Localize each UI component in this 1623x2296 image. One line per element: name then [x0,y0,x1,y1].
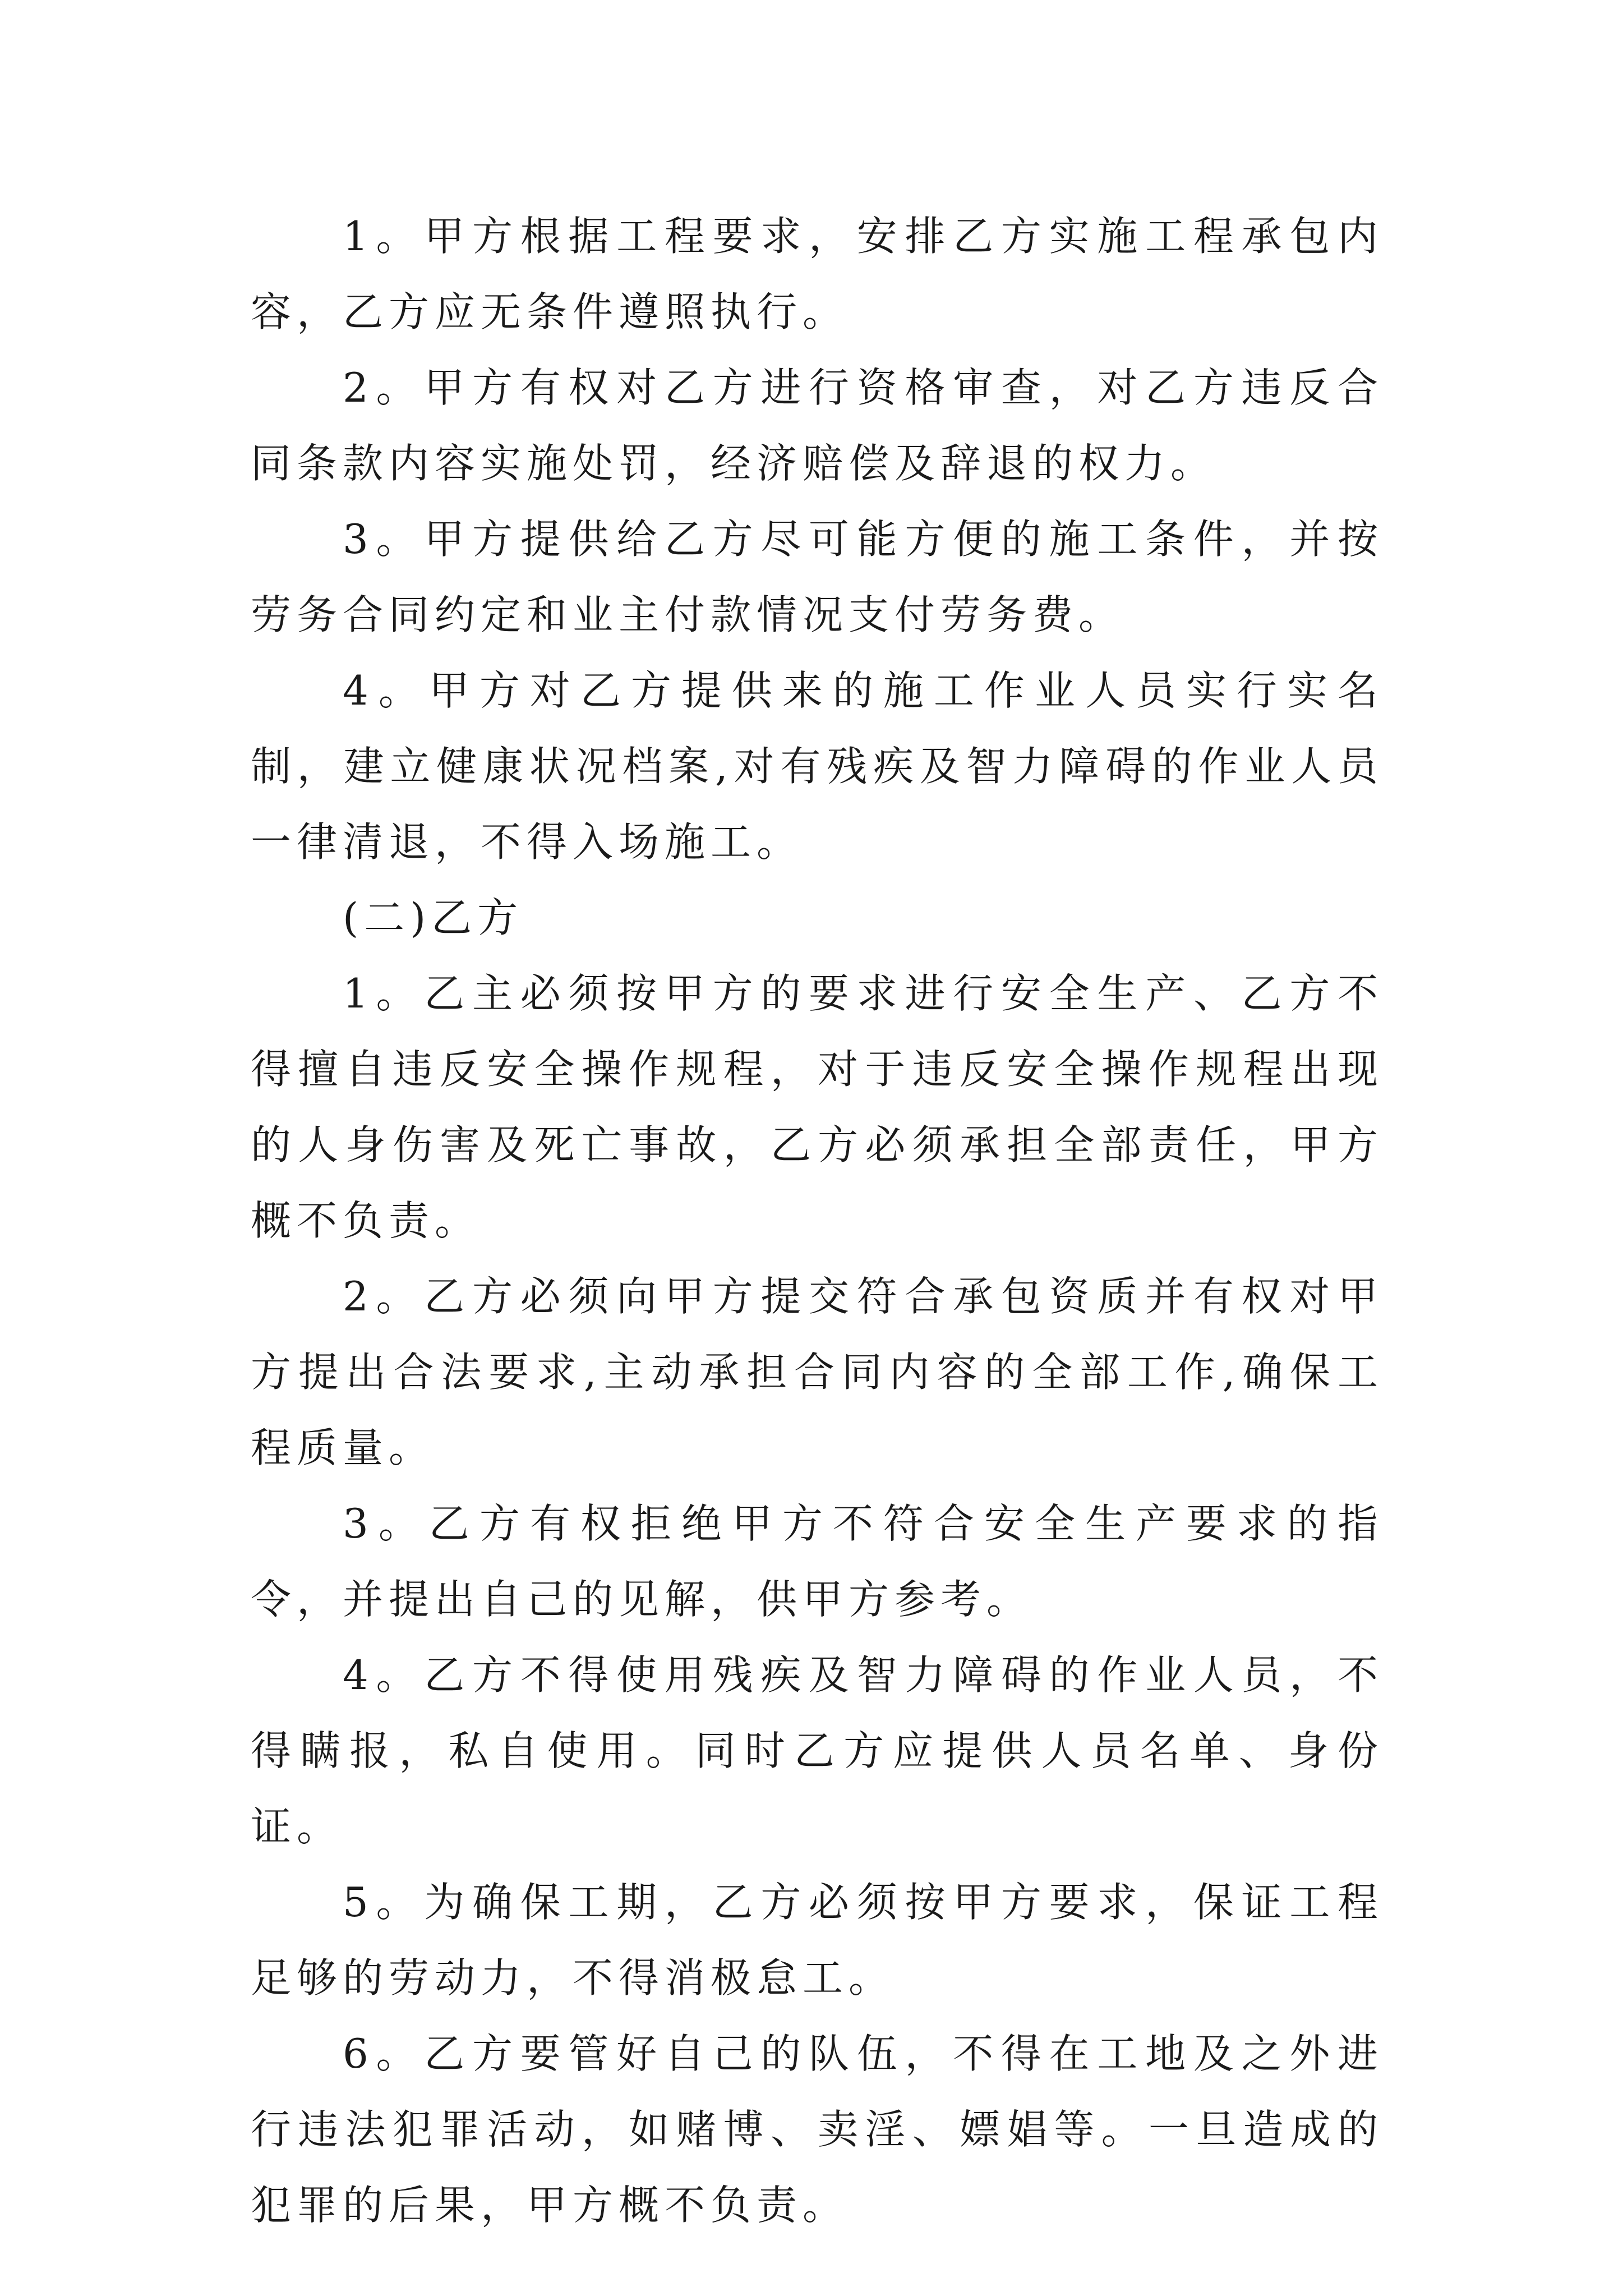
section-heading-party-b: (二)乙方 [343,894,524,941]
clause-party-b-5: 5。为确保工期，乙方必须按甲方要求，保证工程足够的劳动力，不得消极怠工。 [251,1879,1384,2001]
clause-party-b-1: 1。乙主必须按甲方的要求进行安全生产、乙方不得擅自违反安全操作规程，对于违反安全操作规程出现的人身伤害及死亡事故，乙方必须承担全部责任，甲方概不负责。 [251,970,1384,1244]
clause-party-a-3: 3。甲方提供给乙方尽可能方便的施工条件，并按劳务合同约定和业主付款情况支付劳务费。 [251,516,1384,638]
clause-party-b-3: 3。乙方有权拒绝甲方不符合安全生产要求的指令，并提出自己的见解，供甲方参考。 [251,1500,1384,1623]
clause-party-b-6: 6。乙方要管好自己的队伍，不得在工地及之外进行违法犯罪活动，如赌博、卖淫、嫖娼等。一旦造成的犯罪的后果，甲方概不负责。 [251,2030,1384,2229]
clause-party-a-2: 2。甲方有权对乙方进行资格审查，对乙方违反合同条款内容实施处罚，经济赔偿及辞退的权力。 [251,364,1384,487]
document-body [251,199,1384,2243]
clause-party-a-1: 1。甲方根据工程要求，安排乙方实施工程承包内容，乙方应无条件遵照执行。 [251,213,1384,335]
clause-party-b-4: 4。乙方不得使用残疾及智力障碍的作业人员，不得瞒报，私自使用。同时乙方应提供人员名单、身份证。 [251,1651,1384,1850]
clause-party-a-4: 4。甲方对乙方提供来的施工作业人员实行实名制，建立健康状况档案,对有残疾及智力障碍的作业人员一律清退，不得入场施工。 [251,667,1384,866]
clause-party-b-2: 2。乙方必须向甲方提交符合承包资质并有权对甲方提出合法要求,主动承担合同内容的全部工作,确保工程质量。 [251,1273,1384,1471]
